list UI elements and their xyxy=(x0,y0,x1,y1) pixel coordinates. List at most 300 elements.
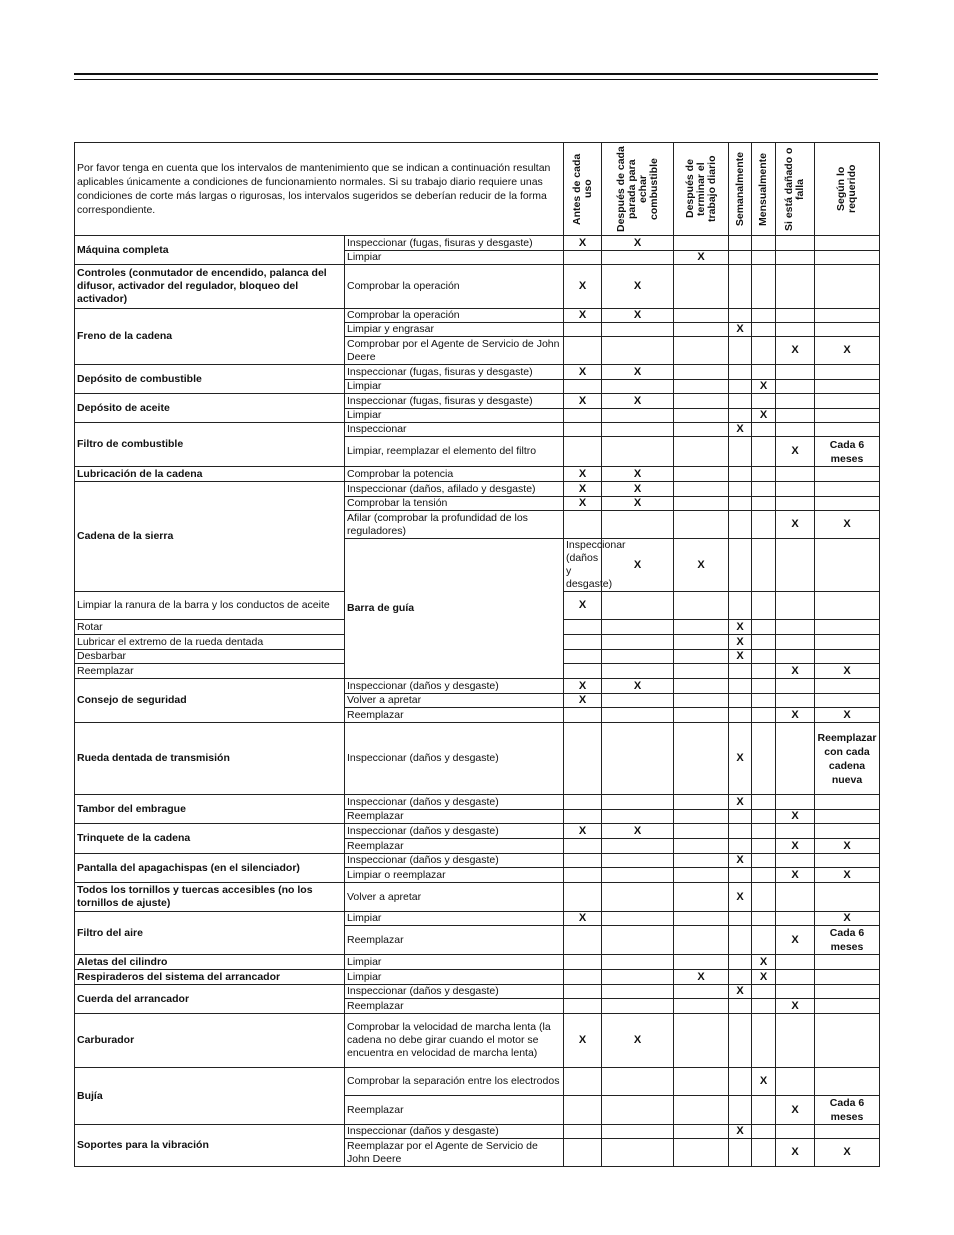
schedule-body xyxy=(75,236,880,1167)
interval-mark xyxy=(815,265,880,309)
interval-mark xyxy=(564,635,602,650)
action-cell: Inspeccionar (daños y desgaste) xyxy=(345,1125,564,1139)
interval-mark xyxy=(752,1014,776,1068)
interval-mark: X xyxy=(564,497,602,511)
interval-mark xyxy=(674,1068,729,1096)
interval-mark xyxy=(752,868,776,883)
interval-mark: X xyxy=(564,679,602,694)
interval-mark: X xyxy=(602,467,674,482)
interval-mark xyxy=(776,365,815,380)
interval-mark xyxy=(776,824,815,839)
interval-mark xyxy=(776,883,815,912)
interval-mark xyxy=(815,635,880,650)
interval-mark xyxy=(602,323,674,337)
interval-mark xyxy=(776,1014,815,1068)
action-cell: Inspeccionar (fugas, fisuras y desgaste) xyxy=(345,394,564,409)
interval-mark xyxy=(729,1096,752,1125)
interval-mark xyxy=(602,795,674,810)
interval-mark xyxy=(752,854,776,868)
interval-mark xyxy=(776,323,815,337)
interval-mark xyxy=(729,251,752,265)
interval-mark xyxy=(674,912,729,926)
interval-mark xyxy=(564,868,602,883)
interval-mark xyxy=(815,467,880,482)
interval-mark xyxy=(752,839,776,854)
action-cell: Inspeccionar (fugas, fisuras y desgaste) xyxy=(345,236,564,251)
action-cell: Inspeccionar (daños y desgaste) xyxy=(345,723,564,795)
interval-mark xyxy=(602,810,674,824)
interval-mark xyxy=(752,511,776,539)
interval-mark xyxy=(564,337,602,365)
interval-mark xyxy=(674,664,729,679)
interval-mark xyxy=(752,1125,776,1139)
interval-mark xyxy=(752,365,776,380)
interval-mark xyxy=(729,437,752,467)
component-name: Consejo de seguridad xyxy=(75,679,345,723)
interval-mark xyxy=(776,970,815,985)
interval-mark xyxy=(602,1139,674,1167)
interval-mark: Cada 6 meses xyxy=(815,1096,880,1125)
interval-mark: X xyxy=(602,1014,674,1068)
interval-mark xyxy=(564,810,602,824)
interval-mark xyxy=(564,883,602,912)
table-row xyxy=(75,1125,880,1139)
interval-mark xyxy=(674,620,729,635)
column-header: Antes de cada uso xyxy=(564,143,602,236)
interval-mark xyxy=(776,251,815,265)
component-name: Freno de la cadena xyxy=(75,309,345,365)
table-row xyxy=(75,1068,880,1096)
interval-mark xyxy=(602,970,674,985)
interval-mark xyxy=(602,251,674,265)
interval-mark xyxy=(815,497,880,511)
interval-mark: X xyxy=(729,854,752,868)
table-row xyxy=(75,883,880,912)
interval-mark xyxy=(752,592,776,620)
table-row xyxy=(75,309,880,323)
interval-mark xyxy=(674,694,729,708)
interval-mark xyxy=(776,620,815,635)
interval-mark: X xyxy=(564,365,602,380)
component-name: Lubricación de la cadena xyxy=(75,467,345,482)
interval-mark: X xyxy=(776,511,815,539)
interval-mark: X xyxy=(776,926,815,955)
interval-mark xyxy=(602,883,674,912)
interval-mark xyxy=(815,309,880,323)
interval-mark xyxy=(602,650,674,664)
interval-mark xyxy=(729,664,752,679)
interval-mark xyxy=(815,409,880,423)
interval-mark xyxy=(752,664,776,679)
interval-mark xyxy=(602,620,674,635)
component-name: Respiraderos del sistema del arrancador xyxy=(75,970,345,985)
action-cell: Comprobar la potencia xyxy=(345,467,564,482)
interval-mark xyxy=(729,839,752,854)
table-row xyxy=(75,423,880,437)
column-header: Después de terminar el trabajo diario xyxy=(674,143,729,236)
action-cell: Limpiar la ranura de la barra y los conductos de aceite xyxy=(75,592,345,620)
interval-mark xyxy=(564,664,602,679)
interval-mark xyxy=(674,985,729,999)
table-row xyxy=(75,365,880,380)
interval-mark: X xyxy=(776,437,815,467)
interval-mark xyxy=(729,694,752,708)
interval-mark xyxy=(776,1125,815,1139)
interval-mark xyxy=(729,1139,752,1167)
interval-mark xyxy=(815,854,880,868)
interval-mark xyxy=(729,380,752,394)
interval-mark xyxy=(674,635,729,650)
action-cell: Inspeccionar (fugas, fisuras y desgaste) xyxy=(345,365,564,380)
interval-mark: X xyxy=(815,868,880,883)
interval-mark: X xyxy=(752,409,776,423)
interval-mark: X xyxy=(564,265,602,309)
interval-mark xyxy=(602,694,674,708)
interval-mark xyxy=(776,423,815,437)
interval-mark xyxy=(752,912,776,926)
interval-mark xyxy=(602,337,674,365)
interval-mark xyxy=(752,810,776,824)
interval-mark xyxy=(752,679,776,694)
interval-mark xyxy=(674,497,729,511)
interval-mark xyxy=(729,409,752,423)
interval-mark xyxy=(752,1096,776,1125)
interval-mark xyxy=(674,265,729,309)
interval-mark xyxy=(602,985,674,999)
interval-mark: Cada 6 meses xyxy=(815,926,880,955)
interval-mark xyxy=(674,1125,729,1139)
interval-mark xyxy=(776,467,815,482)
interval-mark xyxy=(752,394,776,409)
interval-mark: X xyxy=(815,839,880,854)
column-header: Semanalmente xyxy=(729,143,752,236)
interval-mark xyxy=(776,482,815,497)
interval-mark xyxy=(729,926,752,955)
interval-mark xyxy=(564,423,602,437)
interval-mark xyxy=(602,839,674,854)
action-cell: Comprobar la separación entre los electrodos xyxy=(345,1068,564,1096)
interval-mark: X xyxy=(752,955,776,970)
interval-mark xyxy=(752,423,776,437)
interval-mark: X xyxy=(729,795,752,810)
action-cell: Lubricar el extremo de la rueda dentada xyxy=(75,635,345,650)
interval-mark: X xyxy=(674,539,729,592)
action-cell: Comprobar la tensión xyxy=(345,497,564,511)
interval-mark xyxy=(752,694,776,708)
interval-mark xyxy=(752,309,776,323)
interval-mark xyxy=(752,1139,776,1167)
interval-mark xyxy=(815,539,880,592)
interval-mark xyxy=(674,883,729,912)
interval-mark xyxy=(776,912,815,926)
interval-mark xyxy=(729,467,752,482)
interval-mark xyxy=(674,650,729,664)
interval-mark xyxy=(752,337,776,365)
interval-mark xyxy=(674,482,729,497)
interval-mark xyxy=(564,1125,602,1139)
interval-mark: X xyxy=(602,679,674,694)
interval-mark xyxy=(564,409,602,423)
interval-mark xyxy=(564,955,602,970)
interval-mark xyxy=(674,824,729,839)
interval-mark xyxy=(815,365,880,380)
interval-mark xyxy=(564,650,602,664)
interval-mark xyxy=(674,868,729,883)
interval-mark: X xyxy=(815,708,880,723)
component-name: Rueda dentada de transmisión xyxy=(75,723,345,795)
interval-mark xyxy=(776,265,815,309)
action-cell: Reemplazar xyxy=(345,708,564,723)
interval-mark xyxy=(776,723,815,795)
interval-mark xyxy=(752,265,776,309)
interval-mark xyxy=(815,679,880,694)
interval-mark xyxy=(602,511,674,539)
interval-mark xyxy=(815,955,880,970)
interval-mark: X xyxy=(776,868,815,883)
interval-mark xyxy=(776,985,815,999)
interval-mark xyxy=(776,694,815,708)
action-cell: Inspeccionar (daños y desgaste) xyxy=(345,824,564,839)
interval-mark xyxy=(602,999,674,1014)
table-row xyxy=(75,236,880,251)
interval-mark: X xyxy=(564,592,602,620)
interval-mark: X xyxy=(674,251,729,265)
interval-mark: X xyxy=(815,337,880,365)
interval-mark xyxy=(674,1139,729,1167)
action-cell: Limpiar o reemplazar xyxy=(345,868,564,883)
table-row xyxy=(75,394,880,409)
interval-mark xyxy=(674,955,729,970)
interval-mark xyxy=(776,309,815,323)
interval-mark xyxy=(674,309,729,323)
action-cell: Limpiar xyxy=(345,380,564,394)
interval-mark: X xyxy=(602,482,674,497)
interval-mark xyxy=(815,824,880,839)
interval-mark xyxy=(752,635,776,650)
interval-mark: X xyxy=(602,309,674,323)
interval-mark xyxy=(674,1014,729,1068)
interval-mark xyxy=(564,251,602,265)
interval-mark xyxy=(729,592,752,620)
header-row xyxy=(75,143,880,236)
interval-mark xyxy=(815,810,880,824)
interval-mark xyxy=(602,635,674,650)
interval-mark: X xyxy=(602,265,674,309)
column-header: Después de cada parada para echar combustible xyxy=(602,143,674,236)
interval-mark xyxy=(674,795,729,810)
action-cell: Limpiar, reemplazar el elemento del filtro xyxy=(345,437,564,467)
interval-mark xyxy=(729,1068,752,1096)
interval-mark xyxy=(729,365,752,380)
column-header: Según lo requerido xyxy=(815,143,880,236)
interval-mark: X xyxy=(729,883,752,912)
interval-mark: X xyxy=(776,1096,815,1125)
interval-mark xyxy=(815,650,880,664)
table-row xyxy=(75,265,880,309)
action-cell: Comprobar por el Agente de Servicio de John Deere xyxy=(345,337,564,365)
interval-mark: X xyxy=(776,999,815,1014)
interval-mark: X xyxy=(564,236,602,251)
component-name: Todos los tornillos y tuercas accesibles (no los tornillos de ajuste) xyxy=(75,883,345,912)
action-cell: Inspeccionar (daños, afilado y desgaste) xyxy=(345,482,564,497)
interval-mark: X xyxy=(602,394,674,409)
action-cell: Inspeccionar (daños y desgaste) xyxy=(345,795,564,810)
interval-mark: X xyxy=(776,708,815,723)
interval-mark xyxy=(729,309,752,323)
interval-mark: X xyxy=(815,511,880,539)
interval-mark xyxy=(674,679,729,694)
interval-mark: X xyxy=(564,309,602,323)
interval-mark: X xyxy=(729,723,752,795)
maintenance-schedule-table xyxy=(74,142,880,1167)
action-cell: Limpiar xyxy=(345,970,564,985)
interval-mark xyxy=(815,236,880,251)
interval-mark xyxy=(752,236,776,251)
action-cell: Inspeccionar (daños y desgaste) xyxy=(345,985,564,999)
interval-mark xyxy=(674,409,729,423)
interval-mark xyxy=(729,868,752,883)
table-row xyxy=(75,723,880,795)
interval-mark: X xyxy=(815,912,880,926)
interval-mark xyxy=(776,854,815,868)
interval-mark xyxy=(776,650,815,664)
interval-mark xyxy=(674,380,729,394)
interval-mark: X xyxy=(729,1125,752,1139)
action-cell: Limpiar y engrasar xyxy=(345,323,564,337)
action-cell: Inspeccionar (daños y desgaste) xyxy=(345,854,564,868)
action-cell: Reemplazar por el Agente de Servicio de John Deere xyxy=(345,1139,564,1167)
interval-mark: X xyxy=(729,620,752,635)
interval-mark: X xyxy=(776,1139,815,1167)
interval-mark xyxy=(729,482,752,497)
component-name: Controles (conmutador de encendido, palanca del difusor, activador del regulador, bloqueo del activador) xyxy=(75,265,345,309)
interval-mark: X xyxy=(564,482,602,497)
interval-mark xyxy=(674,723,729,795)
interval-mark xyxy=(729,511,752,539)
action-cell: Comprobar la velocidad de marcha lenta (la cadena no debe girar cuando el motor se encuentra en velocidad de marcha lenta) xyxy=(345,1014,564,1068)
interval-mark xyxy=(674,592,729,620)
interval-mark: X xyxy=(776,664,815,679)
component-name: Carburador xyxy=(75,1014,345,1068)
interval-mark xyxy=(602,380,674,394)
table-row xyxy=(75,970,880,985)
interval-mark xyxy=(815,883,880,912)
interval-mark xyxy=(815,251,880,265)
action-cell: Inspeccionar xyxy=(345,423,564,437)
component-name: Filtro del aire xyxy=(75,912,345,955)
interval-mark: X xyxy=(776,810,815,824)
interval-mark: X xyxy=(674,970,729,985)
interval-mark xyxy=(815,1068,880,1096)
action-cell: Inspeccionar (daños y desgaste) xyxy=(564,539,602,592)
interval-mark xyxy=(815,482,880,497)
action-cell: Limpiar xyxy=(345,251,564,265)
interval-mark xyxy=(776,539,815,592)
interval-mark xyxy=(602,912,674,926)
interval-mark xyxy=(815,985,880,999)
interval-mark xyxy=(776,394,815,409)
interval-mark: X xyxy=(564,824,602,839)
interval-mark xyxy=(729,912,752,926)
interval-mark: X xyxy=(564,694,602,708)
component-name: Depósito de aceite xyxy=(75,394,345,423)
interval-mark xyxy=(674,854,729,868)
interval-mark xyxy=(752,985,776,999)
interval-mark: X xyxy=(564,394,602,409)
interval-mark xyxy=(776,795,815,810)
interval-mark xyxy=(602,423,674,437)
interval-mark xyxy=(564,723,602,795)
interval-mark xyxy=(752,708,776,723)
interval-mark xyxy=(602,708,674,723)
interval-mark xyxy=(674,1096,729,1125)
interval-mark xyxy=(776,955,815,970)
component-name: Máquina completa xyxy=(75,236,345,265)
interval-mark xyxy=(752,482,776,497)
interval-mark xyxy=(752,323,776,337)
interval-mark xyxy=(815,620,880,635)
interval-mark xyxy=(674,467,729,482)
component-name: Depósito de combustible xyxy=(75,365,345,394)
interval-mark: X xyxy=(602,236,674,251)
interval-mark xyxy=(674,810,729,824)
interval-mark xyxy=(564,970,602,985)
interval-mark xyxy=(564,985,602,999)
component-name: Aletas del cilindro xyxy=(75,955,345,970)
interval-mark xyxy=(752,620,776,635)
interval-mark: Reemplazar con cada cadena nueva xyxy=(815,723,880,795)
interval-mark xyxy=(674,394,729,409)
action-cell: Reemplazar xyxy=(345,999,564,1014)
interval-mark: X xyxy=(729,323,752,337)
interval-mark xyxy=(729,1014,752,1068)
table-row xyxy=(75,854,880,868)
interval-mark xyxy=(674,365,729,380)
table-row xyxy=(75,467,880,482)
action-cell: Reemplazar xyxy=(75,664,345,679)
interval-mark xyxy=(602,723,674,795)
interval-mark xyxy=(564,999,602,1014)
top-rule xyxy=(74,73,878,75)
interval-mark: X xyxy=(752,380,776,394)
interval-mark xyxy=(752,650,776,664)
action-cell: Rotar xyxy=(75,620,345,635)
interval-mark xyxy=(815,970,880,985)
interval-mark: X xyxy=(602,497,674,511)
interval-mark xyxy=(602,1125,674,1139)
interval-mark xyxy=(564,437,602,467)
interval-mark xyxy=(564,926,602,955)
component-name: Cuerda del arrancador xyxy=(75,985,345,1014)
interval-mark xyxy=(564,708,602,723)
interval-mark xyxy=(602,592,674,620)
action-cell: Limpiar xyxy=(345,409,564,423)
action-cell: Inspeccionar (daños y desgaste) xyxy=(345,679,564,694)
interval-mark xyxy=(564,854,602,868)
column-header: Si está dañado o falla xyxy=(776,143,815,236)
action-cell: Volver a apretar xyxy=(345,883,564,912)
component-name: Tambor del embrague xyxy=(75,795,345,824)
interval-mark: X xyxy=(602,365,674,380)
interval-mark xyxy=(564,1139,602,1167)
interval-mark xyxy=(815,323,880,337)
interval-mark xyxy=(674,708,729,723)
interval-mark: X xyxy=(602,539,674,592)
table-row xyxy=(75,1014,880,1068)
action-cell: Afilar (comprobar la profundidad de los reguladores) xyxy=(345,511,564,539)
action-cell: Volver a apretar xyxy=(345,694,564,708)
interval-mark xyxy=(674,511,729,539)
